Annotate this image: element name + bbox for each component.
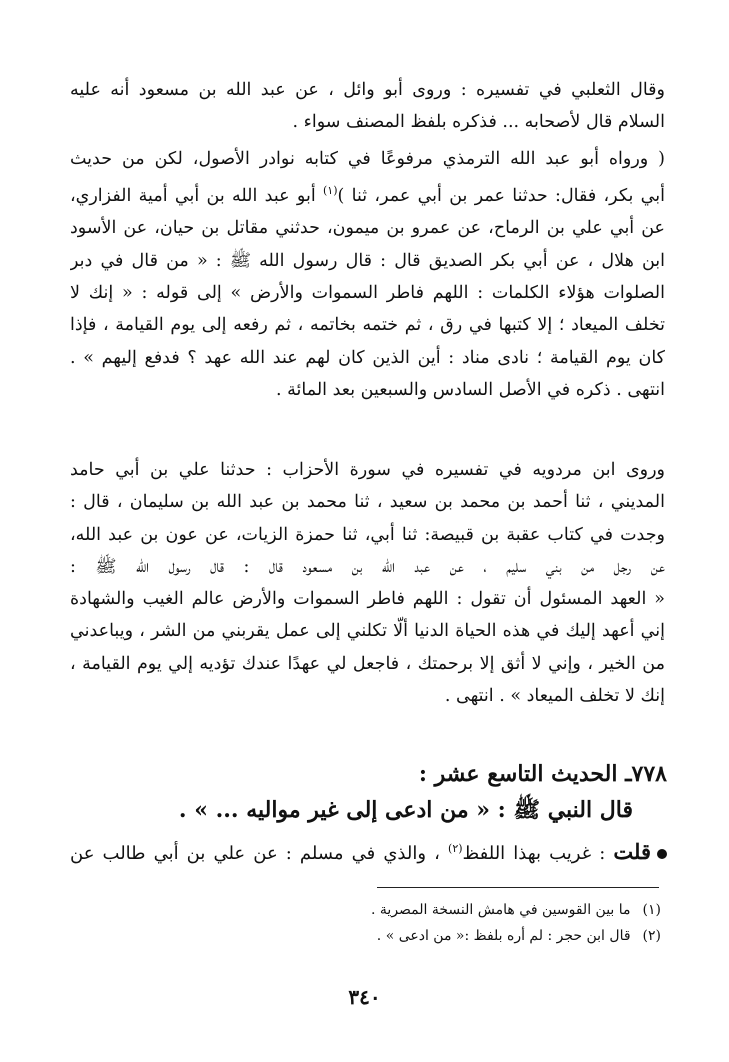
footnote-marker-2: (٢) (448, 842, 463, 855)
footnotes (101, 897, 661, 949)
footnote-marker-1: (١) (322, 184, 338, 198)
footnote (101, 897, 661, 923)
text-segment: ، والذي في مسلم : عن علي بن أبي طالب عن (70, 843, 449, 864)
text-line: إني أعهد إليك في هذه الحياة الدنيا ألّا تكلني إلى عمل يقربني من الشر ، ويباعدني (70, 621, 665, 642)
text-line: « العهد المسئول أن تقول : اللهم فاطر السموات والأرض عالم الغيب والشهادة (70, 589, 665, 610)
text-segment: أبي بكر، فقال: حدثنا عمر بن أبي عمر، ثنا ) (337, 186, 665, 207)
text-line: وروى ابن مردويه في تفسيره في سورة الأحزاب : حدثنا علي بن أبي حامد (70, 460, 665, 480)
text-line: ( ورواه أبو عبد الله الترمذي مرفوعًا في كتابه نوادر الأصول، لكن من حديث (70, 149, 665, 169)
footnote-text: ما بين القوسين في هامش النسخة المصرية . (371, 902, 631, 918)
paragraph-tirmidhi (70, 143, 665, 406)
text-line: كان يوم القيامة ؛ نادى مناد : أين الذين كان لهم عند الله عهد ؟ فدفع إليهم » . (70, 347, 665, 368)
footnote (101, 923, 661, 949)
footnote-number: (١) (642, 902, 661, 918)
footnote-text: قال ابن حجر : لم أره بلفظ :« من ادعى » . (376, 928, 631, 944)
text-line: السلام قال لأصحابه ... فذكره بلفظ المصنف سواء . (292, 112, 665, 133)
hadith-heading (70, 756, 667, 828)
text-line: ابن هلال ، عن أبي بكر الصديق قال : قال رسول الله ﷺ : « من قال في دبر (70, 250, 665, 271)
text-segment: أبو عبد الله بن أبي أمية الفزاري، (70, 186, 323, 207)
paragraph-ibn-mardawayh (70, 454, 665, 712)
text-line: المديني ، ثنا أحمد بن محمد بن سعيد ، ثنا محمد بن عبد الله بن سليمان ، قال : (70, 492, 665, 513)
paragraph-thalabi (70, 74, 665, 139)
footnote-number: (٢) (642, 928, 661, 944)
comment-line (70, 832, 667, 871)
text-line-with-footnote (70, 175, 665, 212)
text-line: عن أبي علي بن الرماح، عن عمرو بن ميمون، حدثني مقاتل بن حيان، عن الأسود (70, 218, 665, 239)
comment-term: قلت (613, 839, 651, 864)
text-line: عن رجل من بني سليم ، عن عبد الله بن مسعود قال : قال رسول الله ﷺ : (70, 556, 665, 577)
text-line: وقال الثعلبي في تفسيره : وروى أبو وائل ، عن عبد الله بن مسعود أنه عليه (70, 80, 665, 100)
hadith-number-title: ٧٧٨ـ الحديث التاسع عشر : (418, 761, 667, 787)
text-line: انتهى . ذكره في الأصل السادس والسبعين بعد المائة . (276, 379, 665, 400)
footnote-divider (377, 887, 659, 888)
text-line: وجدت في كتاب عقبة بن قبيصة: ثنا أبي، ثنا حمزة الزيات، عن عون بن عبد الله، (70, 524, 665, 545)
text-segment: : غريب بهذا اللفظ (462, 843, 614, 864)
page-number: ٣٤٠ (348, 985, 381, 1009)
bullet-icon (657, 849, 667, 859)
text-line: تخلف الميعاد ؛ إلا كتبها في رق ، ثم ختمه بخاتمه ، ثم رفعه إلى يوم القيامة ، فإذا (70, 315, 665, 336)
text-line: من الخير ، وإني لا أثق إلا برحمتك ، فاجعل لي عهدًا عندك تؤديه إلي يوم القيامة ، (70, 653, 665, 674)
hadith-text: قال النبي ﷺ : « من ادعى إلى غير مواليه ... » . (178, 797, 633, 823)
text-line: إنك لا تخلف الميعاد » . انتهى . (444, 686, 665, 707)
text-line: الصلوات هؤلاء الكلمات : اللهم فاطر السموات والأرض » إلى قوله : « إنك لا (70, 283, 665, 304)
